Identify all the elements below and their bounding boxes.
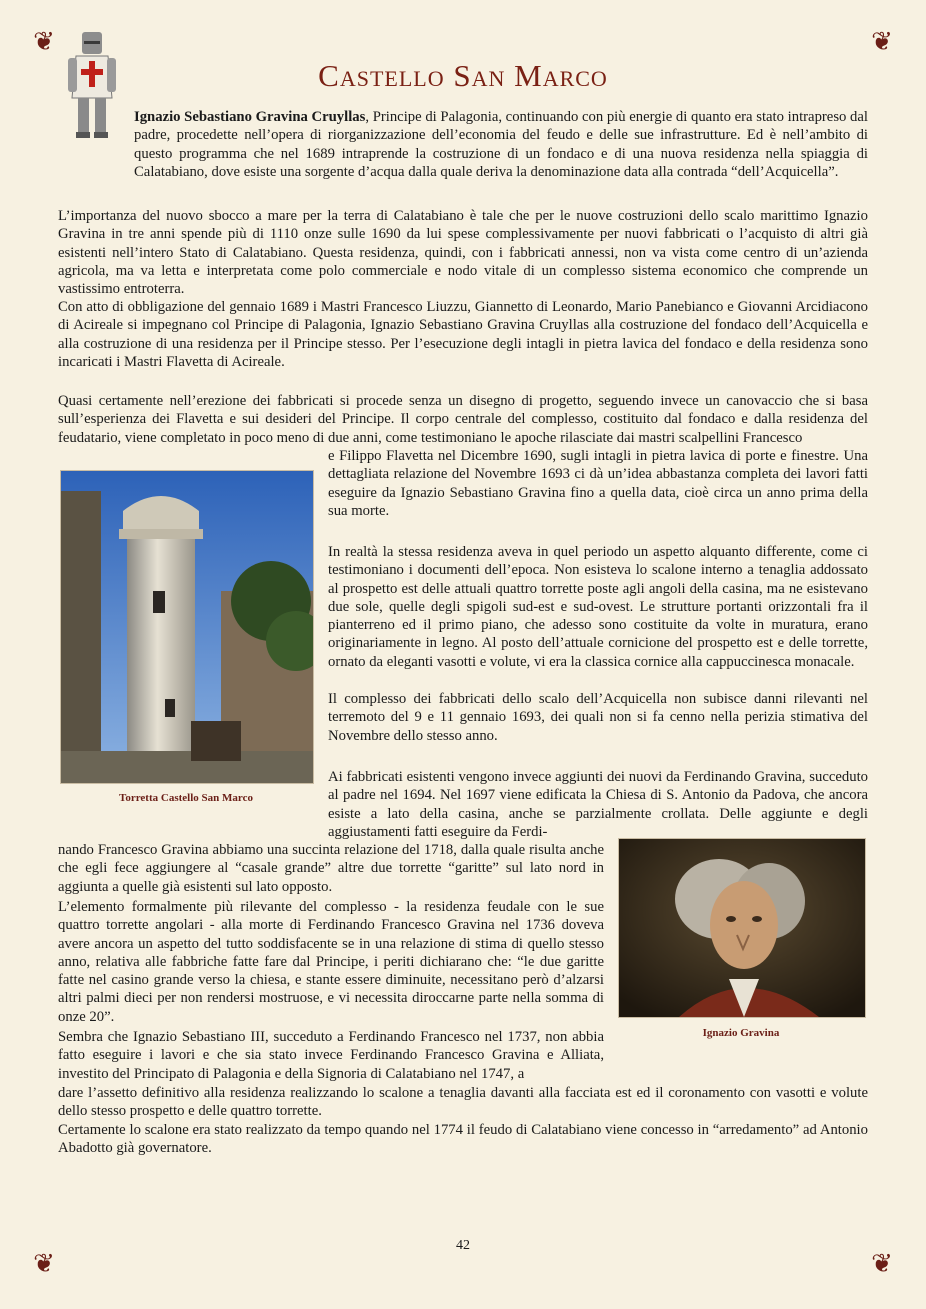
- intro-text: , Principe di Palagonia, continuando con più energie di quanto era stato intrapreso dal padre, procedette nell’opera di riorganizzazione dell’economia del feudo e delle sue infrastrutture. Ed è nell’ambito di questo programma che nel 1689 intraprende la costruzione di un fondaco e di una nuova residenza nella spiaggia di Calatabiano, dove esiste una sorgente d’acqua dalla quale deriva la denominazione data alla contrada “dell’Acquicella”.: [134, 109, 868, 180]
- paragraph: In realtà la stessa residenza aveva in quel periodo un aspetto alquanto differente, come ci testimoniano i documenti dell’epoca. Non esisteva lo scalone interno a tenaglia addossato al prospetto est delle attuali quattro torrette poste agli angoli della casina, ma ne esistevano due sole, quelle degli spigoli sud-est e sud-ovest. Le strutture portanti orizzontali fra il pianterreno ed il primo piano, che adesso sono costituite da volte in muratura, erano originariamente in legno. Al posto dell’attuale cornicione del prospetto est e delle torrette, ornato da eleganti vasotti e volute, vi era la classica cornice alla cappuccinesca monacale.: [328, 544, 868, 670]
- tower-photo: [60, 470, 314, 784]
- paragraph: Con atto di obbligazione del gennaio 1689 i Mastri Francesco Liuzzu, Giannetto di Leonardo, Mario Panebianco e Giovanni Arcidiacono di Acireale si impegnano col Principe di Palagonia, Ignazio Sebastiano Gravina Cruyllas alla costruzione del fondaco dell’Acquicella e alla costruzione di una residenza per il Principe stesso. Per l’esecuzione degli intagli in pietra lavica del fondaco e della residenza sono incaricati i Mastri Flavetta di Acireale.: [58, 299, 868, 370]
- tower-caption: Torretta Castello San Marco: [119, 792, 253, 804]
- paragraph: L’elemento formalmente più rilevante del complesso - la residenza feudale con le sue quattro torrette angolari - alla morte di Ferdinando Francesco Gravina nel 1736 doveva avere ancora un aspetto del tutto soddisfacente se in una relazione di stima di quello stesso anno, relativa alle fabbriche fatte fare dal Principe, i periti dichiarano che: “le due garitte fatte nel casino grande verso la chiesa, e stante essere diminuite, necessitano però d’alzarsi altri palmi dieci per non rendersi mostruose, e vi necessita diroccarne parte nella somma di onze 20”.: [58, 899, 604, 1025]
- corner-ornament-icon: ❦: [871, 27, 893, 56]
- paragraph: e Filippo Flavetta nel Dicembre 1690, sugli intagli in pietra lavica di porte e finestre. Una dettagliata relazione del Novembre 1693 ci dà un’idea abbastanza completa dei lavori fatti eseguire da Ignazio Sebastiano Gravina fino a quella data, cioè circa un anno prima della sua morte.: [328, 448, 868, 519]
- page-title: Castello San Marco: [318, 58, 608, 93]
- page-number: 42: [456, 1238, 470, 1253]
- paragraph: dare l’assetto definitivo alla residenza realizzando lo scalone a tenaglia davanti alla facciata est ed il coronamento con vasotti e volute dello stesso prospetto e delle quattro torrette.: [58, 1085, 868, 1120]
- corner-ornament-icon: ❦: [33, 27, 55, 56]
- portrait-caption: Ignazio Gravina: [702, 1027, 780, 1039]
- paragraph: Sembra che Ignazio Sebastiano III, succeduto a Ferdinando Francesco nel 1737, non abbia fatto eseguire i lavori e che sia stato invece Ferdinando Francesco Gravina e Alliata, investito del Principato di Palagonia e della Signoria di Calatabiano nel 1747, a: [58, 1029, 604, 1082]
- paragraph: nando Francesco Gravina abbiamo una succinta relazione del 1718, dalla quale risulta anche che egli fece aggiungere al “casale grande” altre due torrette “garitte” sul lato nord in aggiunta a quelle già esistenti sul lato opposto.: [58, 842, 604, 895]
- corner-ornament-icon: ❦: [33, 1249, 55, 1278]
- paragraph: L’importanza del nuovo sbocco a mare per la terra di Calatabiano è tale che per le nuove costruzioni dello scalo marittimo Ignazio Gravina in tre anni spende più di 1110 onze sulle 1690 da lui spese complessivamente per nuovi fabbricati o l’acquisto di altri già esistenti nell’intero Stato di Calatabiano. Questa residenza, quindi, con i fabbricati annessi, non va vista come centro di un’azienda agricola, ma va letta e interpretata come polo commerciale e nodo vitale di un complesso sistema economico che comprende un vastissimo entroterra.: [58, 208, 868, 298]
- paragraph: Ai fabbricati esistenti vengono invece aggiunti dei nuovi da Ferdinando Gravina, succeduto al padre nel 1694. Nel 1697 viene edificata la Chiesa di S. Antonio da Padova, che ancora esiste a lato della casina, anche se parzialmente crollata. Delle aggiunte e degli aggiustamenti fatti eseguire da Ferdi-: [328, 769, 868, 840]
- portrait-photo: [618, 838, 866, 1018]
- intro-name: Ignazio Sebastiano Gravina Cruyllas: [134, 109, 366, 125]
- corner-ornament-icon: ❦: [871, 1249, 893, 1278]
- paragraph: Quasi certamente nell’erezione dei fabbricati si procede senza un disegno di progetto, seguendo invece un canovaccio che si basa sull’esperienza dei Flavetta e sui desideri del Principe. Il corpo centrale del complesso, costituito dal fondaco e dalla residenza del feudatario, viene completato in poco meno di due anni, come testimoniano le apoche rilasciate dai mastri scalpellini Francesco: [58, 393, 868, 446]
- paragraph-intro: [134, 108, 868, 181]
- paragraph: Certamente lo scalone era stato realizzato da tempo quando nel 1774 il feudo di Calatabiano viene concesso in “arredamento” ad Antonio Abadotto già governatore.: [58, 1122, 868, 1157]
- paragraph: Il complesso dei fabbricati dello scalo dell’Acquicella non subisce danni rilevanti nel terremoto del 9 e 11 gennaio 1693, dei quali non si fa cenno nella perizia stimativa del Novembre dello stesso anno.: [328, 691, 868, 744]
